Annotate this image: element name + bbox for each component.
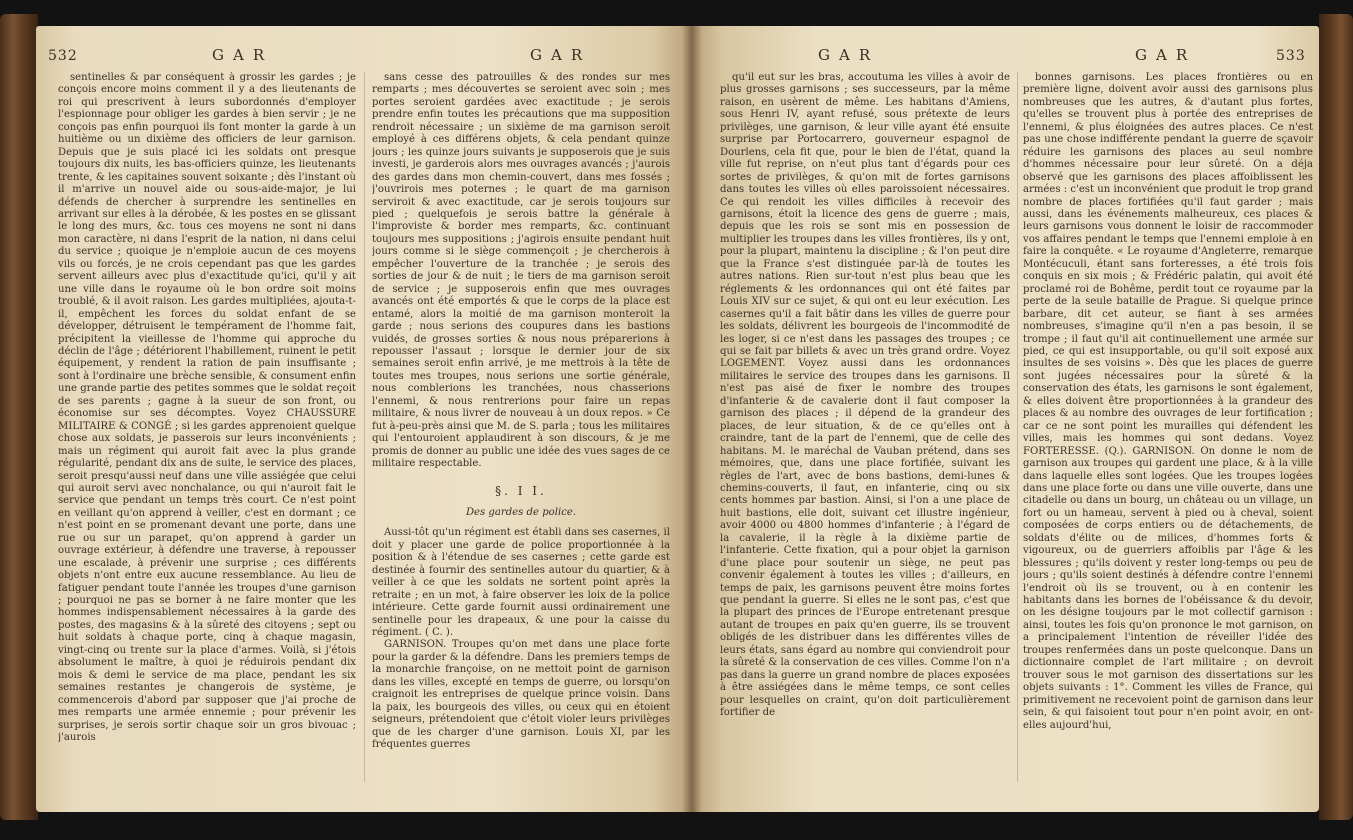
left-column-2 — [372, 72, 670, 792]
book-gutter — [682, 26, 702, 812]
section-subtitle: Des gardes de police. — [465, 506, 577, 518]
left-header-col2: GAR — [530, 46, 592, 64]
left-column-1 — [58, 72, 356, 792]
book-edge-left — [0, 14, 38, 820]
left-col2-text-b: Aussi-tôt qu'un régiment est établi dans ses casernes, il doit y placer une garde de police proportionnée à la position & à l'étendue de ses casernes ; cette garde est destinée à fournir des sentinelles autour du quartier, & à veiller à ce que les soldats ne sortent point après la retraite ; en un mot, à faire observer les loix de la police intérieure. Cette garde fournit aussi ordinairement une sentinelle pour les drapeaux, & une pour la caisse du régiment. ( C. ). — [372, 527, 670, 639]
book-edge-right — [1319, 14, 1353, 820]
right-page-number: 533 — [1276, 48, 1306, 64]
right-col2-text: bonnes garnisons. Les places frontières ou en première ligne, doivent avoir aussi des garnisons plus nombreuses que les autres, & d'autant plus fortes, qu'elles se trouvent plus à portée des entreprises de l'ennemi, & plus éloignées des autres places. Ce n'est pas une chose indifférente pendant la guerre de sçavoir réduire les garnisons des places au seul nombre d'hommes nécessaire pour leur sûreté. On a déja observé que les garnisons des places affoiblissent les armées : c'est un inconvénient que produit le trop grand nombre de places fortifiées qu'il faut garder ; mais aussi, dans les événements malheureux, ces places & leurs garnisons vous donnent le loisir de raccommoder vos affaires pendant le temps que l'ennemi emploie à en faire la conquête. « Le royaume d'Angleterre, remarque Montécuculi, étant sans forteresses, a été trois fois conquis en six mois ; & Frédéric palatin, qui avoit été proclamé roi de Bohême, perdit tout ce royaume par la perte de la seule bataille de Prague. Si quelque prince barbare, dit cet auteur, se fiant à ses armées nombreuses, s'imagine qu'il n'en a pas besoin, il se trompe ; il faut qu'il ait continuellement une armée sur pied, ce qui est insupportable, ou qu'il soit exposé aux insultes de ses voisins ». Dès que les places de guerre sont jugées nécessaires pour la sûreté & la conservation des états, les garnisons le sont également, & elles doivent être proportionnées à la grandeur des places & au nombre des ouvrages de leur fortification ; car ce ne sont point les murailles qui défendent les villes, mais les hommes qui sont dedans. Voyez FORTERESSE. (Q.). GARNISON. On donne le nom de garnison aux troupes qui gardent une place, & à la ville dans laquelle elles sont logées. Que les troupes logées dans une place forte ou dans une ville ouverte, dans une citadelle ou dans un bourg, un château ou un village, un fort ou un hameau, servent à pied ou à cheval, soient composées de corps entiers ou de détachements, de soldats d'élite ou de milices, d'hommes forts & vigoureux, ou de guerriers affoiblis par l'âge & les blessures ; qu'ils doivent y rester long-temps ou peu de jours ; qu'ils soient destinés à défendre contre l'ennemi l'endroit où ils se trouvent, ou à en contenir les habitants dans les bornes de l'obéissance & du devoir, on les désigne toujours par le mot collectif garnison : ainsi, toutes les fois qu'on prononce le mot garnison, on a principalement l'intention de réveiller l'idée des troupes renfermées dans un poste quelconque. Dans un dictionnaire complet de l'art militaire ; on devroit trouver sous le mot garnison des dissertations sur les objets suivants : 1°. Comment les villes de France, qui primitivement ne recevoient point de garnison dans leur sein, & qui faisoient tout pour n'en point avoir, en ont-elles aujourd'hui, — [1023, 72, 1313, 731]
right-header-col1: GAR — [818, 46, 880, 64]
left-page-number: 532 — [48, 48, 78, 64]
right-column-2 — [1023, 72, 1313, 792]
left-column-rule — [364, 72, 365, 782]
right-col1-text: qu'il eut sur les bras, accoutuma les villes à avoir de plus grosses garnisons ; ses successeurs, par la même raison, en usèrent de même. Les habitans d'Amiens, sous Henri IV, ayant refusé, sous prétexte de leurs privilèges, une garnison, & leur ville ayant été ensuite surprise par Portocarrero, gouverneur espagnol de Dourlens, cela fit que, pour le bien de l'état, quand la ville fut reprise, on n'eut plus tant d'égards pour ces sortes de privilèges, & qu'on mit de fortes garnisons dans toutes les villes où elles paroissoient nécessaires. Ce qui rendoit les villes difficiles à recevoir des garnisons, étoit la licence des gens de guerre ; mais, depuis que les rois se sont mis en possession de multiplier les troupes dans les villes frontières, ils y ont, pour la plupart, maintenu la discipline ; & l'on peut dire que la France s'est distinguée par-là de toutes les autres nations. Rien sur-tout n'est plus beau que les réglements & les ordonnances qui ont été faites par Louis XIV sur ce sujet, & qui ont eu leur exécution. Les casernes qu'il a fait bâtir dans les villes de guerre pour les soldats, délivrent les bourgeois de l'incommodité de les loger, si ce n'est dans les passages des troupes ; ce qui se fait par billets & avec un très grand ordre. Voyez LOGEMENT. Voyez aussi dans les ordonnances militaires le service des troupes dans les garnisons. Il n'est pas aisé de fixer le nombre des troupes d'infanterie & de cavalerie dont il faut composer la garnison des places ; il dépend de la grandeur des places, de leur situation, & de ce qu'elles ont à craindre, tant de la part de l'ennemi, que de celle des habitans. M. le maréchal de Vauban prétend, dans ses mémoires, que, dans une place fortifiée, suivant les règles de l'art, avec de bons bastions, demi-lunes & chemins-couverts, il faut, en infanterie, cinq ou six cents hommes par bastion. Ainsi, si l'on a une place de huit bastions, elle doit, suivant cet illustre ingénieur, avoir 4000 ou 4800 hommes d'infanterie ; à l'égard de la cavalerie, il la règle à la dixième partie de l'infanterie. Cette fixation, qui a pour objet la garnison d'une place pour soutenir un siège, ne peut pas convenir également à toutes les villes ; d'ailleurs, en temps de paix, les garnisons peuvent être moins fortes que pendant la guerre. Si elles ne le sont pas, c'est que la plupart des princes de l'Europe entretenant presque autant de troupes en paix qu'en guerre, ils se trouvent obligés de les distribuer dans les différentes villes de leurs états, sans égard au nombre qui conviendroit pour la sûreté & la conservation de ces villes. Comme l'on n'a pas dans la guerre un grand nombre de places exposées à être assiégées dans le même temps, ce sont celles pour lesquelles on craint, qu'on doit particulièrement fortifier de — [720, 72, 1010, 719]
left-col1-text: sentinelles & par conséquent à grossir les gardes ; je conçois encore moins comment il y a des lieutenants de roi qui prescrivent à leurs subordonnés d'employer l'espionnage pour obliger les gardes à bien servir ; je ne conçois pas enfin pourquoi ils font monter la garde à un huitième ou un dixième des officiers de leur garnison. Depuis que je suis placé ici les soldats ont presque toujours dix nuits, les bas-officiers quinze, les lieutenants trente, & les capitaines souvent soixante ; dès l'instant où il m'arrive un nouvel aide ou sous-aide-major, je lui défends de chercher à surprendre les sentinelles en arrivant sur elles à la dérobée, & les postes en se glissant le long des murs, &c. tous ces moyens ne sont ni dans mon caractère, ni dans l'esprit de la nation, ni dans celui du service ; quoique je n'emploie aucun de ces moyens vils ou forcés, je ne crois cependant pas que les gardes servent ailleurs avec plus d'exactitude qu'ici, qu'il y ait une ville dans le royaume où le bon ordre soit moins troublé, & il avoit raison. Les gardes multipliées, ajouta-t-il, empêchent les forces du soldat enfant de se développer, détruisent le tempérament de l'homme fait, précipitent la vieillesse de l'homme qui approche du déclin de l'âge ; détériorent l'habillement, ruinent le petit équipement, y rendent la ration de pain insuffisante ; sont à l'ordinaire une brèche sensible, & consument enfin une grande partie des petites sommes que le soldat reçoit de ses parents ; gagne à la sueur de son front, ou économise sur ses décomptes. Voyez CHAUSSURE MILITAIRE & CONGÉ ; si les gardes apprenoient quelque chose aux soldats, je passerois sur leurs inconvénients ; mais un régiment qui auroit fait avec la plus grande régularité, pendant dix ans de suite, le service des places, seroit presqu'aussi neuf dans une ville assiégée que celui qui auroit servi avec nonchalance, ou qui n'auroit fait le service que pendant un temps très court. Ce n'est point en veillant qu'on apprend à veiller, c'est en dormant ; ce n'est point en se promenant devant une porte, dans une rue ou sur un parapet, qu'on apprend à garder un ouvrage extérieur, à défendre une traverse, à repousser une escalade, à prévenir une surprise ; ces différents objets n'ont entre eux aucune ressemblance. Au lieu de fatiguer pendant toute l'année les troupes d'une garnison ; pourquoi ne pas se borner à ne faire monter que les hommes indispensablement nécessaires à la garde des postes, des magasins & à la sûreté des citoyens ; sept ou huit soldats à chaque porte, cinq à chaque magasin, vingt-cinq ou trente sur la place d'armes. Voilà, si j'étois absolument le maître, à quoi je réduirois pendant dix mois & demi le service de ma place, pendant les six semaines restantes je changerois de système, je commencerois d'abord par supposer que j'ai proche de mes remparts une armée ennemie ; pour prévenir les surprises, je serois sortir chaque soir un gros bivouac ; j'aurois — [58, 72, 356, 744]
section-title: §. I I. — [495, 483, 547, 498]
left-col2-text-c: GARNISON. Troupes qu'on met dans une place forte pour la garder & la défendre. Dans les premiers temps de la monarchie françoise, on ne mettoit point de garnison dans les villes, excepté en temps de guerre, ou lorsqu'on craignoit les entreprises de quelque prince voisin. Dans la paix, les bourgeois des villes, ou ceux qui en étoient seigneurs, prétendoient que c'étoit violer leurs privilèges que de les charger d'une garnison. Louis XI, par les fréquentes guerres — [372, 639, 670, 751]
right-header-col2: GAR — [1135, 46, 1197, 64]
left-header-col1: GAR — [212, 46, 274, 64]
right-column-1 — [720, 72, 1010, 792]
right-column-rule — [1017, 72, 1018, 782]
left-col2-text-a: sans cesse des patrouilles & des rondes sur mes remparts ; mes découvertes se seroient avec soin ; mes portes seroient gardées avec exactitude ; je serois prendre enfin toutes les précautions que ma supposition rendroit nécessaire ; un sixième de ma garnison seroit employé à ces différens objets, & cela pendant quinze jours ; les quinze jours suivants je supposerois que je suis investi, je garderois alors mes ouvrages avancés ; j'aurois des gardes dans mon chemin-couvert, dans mes fossés ; j'ouvrirois mes poternes ; le quart de ma garnison serviroit & avec exactitude, car je serois toujours sur pied ; quelquefois je serois battre la générale à l'improviste & border mes remparts, &c. continuant toujours mes suppositions ; j'agirois ensuite pendant huit jours comme si le siège commençoit ; je chercherois à empêcher l'ouverture de la tranchée ; je serois des sorties de jour & de nuit ; le tiers de ma garnison seroit de service ; je supposerois enfin que mes ouvrages avancés ont été emportés & que le corps de la place est entamé, alors la moitié de ma garnison monteroit la garde ; nous serions des coupures dans les bastions vuidés, de grosses sorties & nous nous préparerions à repousser l'assaut ; lorsque le dernier jour de six semaines seroit enfin arrivé, je me mettrois à la tête de toutes mes troupes, nous serions une sortie générale, nous comblerions les tranchées, nous chasserions l'ennemi, & nous rentrerions pour faire un repas militaire, & nous livrer de nouveau à un doux repos. » Ce fut à-peu-près ainsi que M. de S. parla ; tous les militaires qui l'entouroient applaudirent à son discours, & je me promis de donner au public une idée des vues sages de ce militaire respectable. — [372, 72, 670, 470]
